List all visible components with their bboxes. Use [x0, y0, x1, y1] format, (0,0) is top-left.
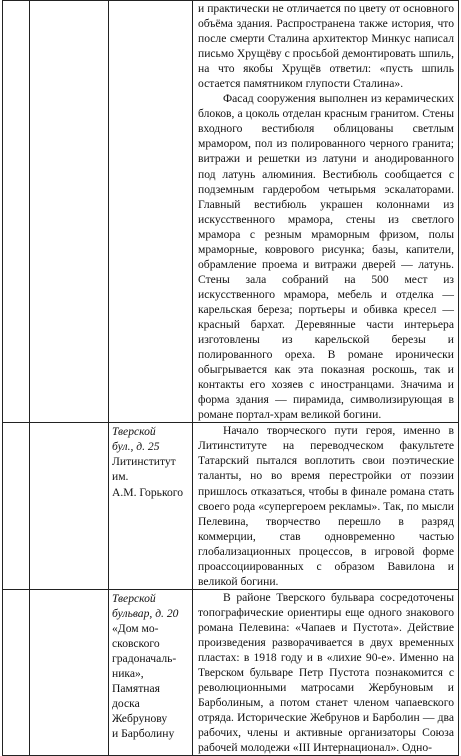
place-name-line: и Барболину — [112, 727, 175, 741]
text-line: во время перестройки от поэзии пришлось отказаться, чтобы в финале романа стать своего рода — [198, 469, 454, 513]
text-line: блоков, а цоколь отделан красным гранитом. Стены — [198, 107, 454, 121]
description-cell — [193, 1, 459, 423]
text-line: входного вестибюля облицованы светлым мрамором, — [198, 122, 454, 151]
place-name-line: ника», — [112, 667, 144, 681]
paragraph — [198, 590, 454, 756]
text-line: гардеробом четырьмя эскалаторами. Главный вестибюль украшен колоннами из искусственного мрамора, стены из светлого мрамора с резным мраморным — [198, 182, 454, 241]
text-line: Вавилона и великой богини. — [198, 559, 454, 588]
table-row — [3, 1, 459, 423]
text-line: пытался воплотить свои поэтические таланты, но — [198, 454, 455, 483]
text-line: революционными матросами Жербуновым и Барболиным, а потом станет членом чапаевского отряда. Исторические Жебрунов и Барболин — два — [198, 681, 454, 725]
text-line: произведения разворачивается в двух временных — [198, 635, 454, 649]
address-line: Тверской — [112, 591, 156, 605]
text-line: Тверском бульваре Петр Пустота познакомится с — [198, 666, 454, 680]
text-line: рабочих, члены и активные организаторы Союза — [198, 726, 454, 740]
place-name-line: им. — [112, 470, 129, 484]
description-text — [193, 590, 458, 756]
text-line: капители, обрамление проема и витражи дверей — — [198, 242, 454, 271]
empty-cell — [30, 1, 109, 423]
document-page — [2, 0, 459, 755]
text-line: алюминия. Вестибюль сообщается с подземным — [198, 167, 454, 196]
paragraph — [198, 1, 454, 91]
address-block — [109, 1, 192, 2]
place-name-line: доска — [112, 697, 140, 711]
place-name-line: Жебрунову — [112, 712, 168, 726]
place-name-line: Литинститут — [112, 455, 176, 469]
text-line: фризом, полы мраморные, коврового рисунка; базы, — [198, 227, 454, 256]
place-name-line: Памятная — [112, 682, 160, 696]
text-line: пол из полированного черного гранита; витражи — [198, 137, 454, 166]
text-line: и решетки из латуни и анодированного под латунь — [198, 152, 454, 181]
description-cell — [193, 589, 459, 756]
description-text — [193, 1, 458, 422]
table-row — [3, 423, 459, 590]
address-cell — [109, 589, 193, 756]
address-line: бул., д. 25 — [112, 440, 160, 454]
text-line: портал-храм великой богини. — [236, 408, 382, 422]
number-cell — [3, 589, 30, 756]
text-line: творчество перешло в разряд коммерции, став одновременно частью глобализационных процессов, — [198, 514, 454, 558]
empty-cell — [30, 423, 109, 590]
address-line: Тверской — [112, 425, 156, 439]
place-name-line: градоначаль- — [112, 652, 177, 666]
table-row — [3, 589, 459, 756]
text-line: и практически не отличается по цвету от основного — [198, 2, 454, 15]
paragraph — [198, 91, 454, 422]
text-line: письмо Хрущёву с просьбой демонтировать шпиль, — [198, 47, 454, 61]
place-name-line: «Дом мо- — [112, 621, 159, 635]
address-cell — [109, 423, 193, 590]
text-line: «супергероем рекламы». Так, по мысли Пелевина, — [198, 499, 455, 528]
description-text — [193, 423, 458, 589]
number-cell — [3, 423, 30, 590]
address-line: бульвар, д. 20 — [112, 606, 179, 620]
text-line: пластах: в 1918 году и в «лихие 90-е». Именно на — [198, 651, 454, 665]
text-line: в игровой форме проассоциированных с образом — [198, 544, 454, 573]
text-line: романа Пелевина: «Чапаев и Пустота». Действие — [198, 620, 454, 634]
number-cell — [3, 1, 30, 423]
text-line: береза; портьеры и обивка кресел — красный бархат. — [198, 302, 454, 331]
address-cell — [109, 1, 193, 423]
empty-cell — [30, 589, 109, 756]
text-line: объёма здания. Распространена также история, что — [198, 17, 454, 31]
places-table — [2, 0, 459, 756]
text-line: после смерти Сталина архитектор Минкус написал — [198, 32, 454, 46]
text-line: латунь. Стены зала собраний на 500 мест из искусственного мрамора, мебель и отделка — карельская — [198, 257, 454, 316]
text-line: Фасад сооружения выполнен из керамических — [223, 92, 454, 106]
text-line: топографические ориентиры еще одного знакового — [198, 605, 454, 619]
text-line: рабочей молодежи «III Интернационал». Одно- — [198, 741, 433, 755]
paragraph — [198, 423, 454, 589]
address-block — [109, 423, 192, 499]
place-name-line: А.М. Горького — [112, 485, 184, 499]
text-line: В районе Тверского бульвара сосредоточены — [223, 590, 454, 604]
text-line: на что якобы Хрущёв ответил: «пусть шпиль остается памятником глупости Сталина». — [198, 62, 454, 91]
place-name-line: сковского — [112, 636, 160, 650]
description-cell — [193, 423, 459, 590]
text-line: Деревянные части интерьера изготовлены из карельской березы и полированного ореха. В романе иронически обыгрывается как эта показная роскошь, так и — [198, 317, 454, 377]
address-block — [109, 590, 192, 741]
text-line: Начало творческого пути героя, именно в Литинституте на переводческом факультете Татарский — [198, 424, 454, 468]
text-line: контакты его хозяев с иностранцами. Значима и форма здания — пирамида, символизирующая в романе — [198, 378, 454, 422]
